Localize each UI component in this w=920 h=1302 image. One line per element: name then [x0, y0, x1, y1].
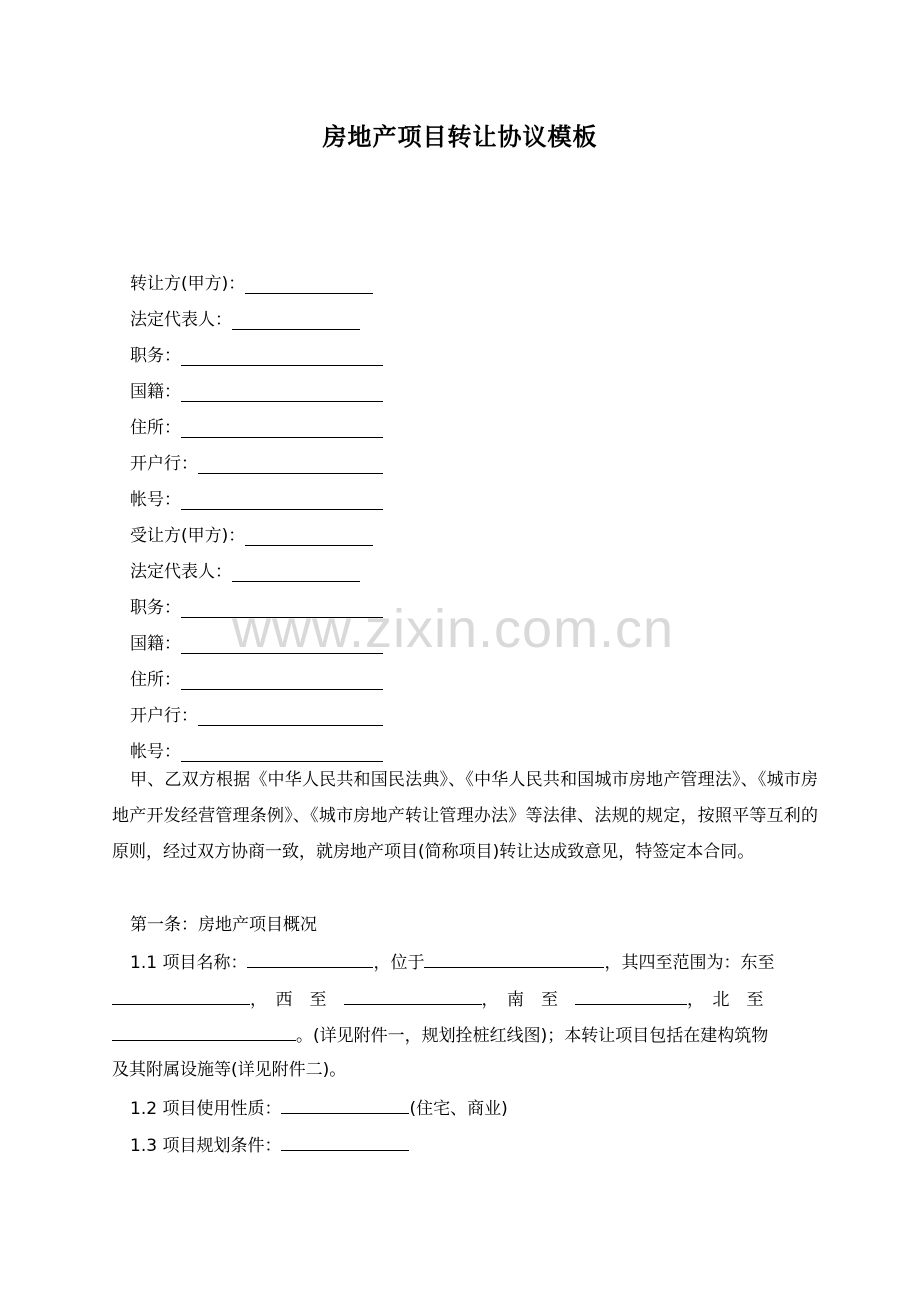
clause-1-2	[130, 1093, 508, 1123]
clause-1-1-line-3	[112, 1020, 768, 1050]
watermark: www.zixin.com.cn	[232, 599, 675, 659]
preamble-paragraph: 甲、乙双方根据《中华人民共和国民法典》、《中华人民共和国城市房地产管理法》、《城市房地产开发经营管理条例》、《城市房地产转让管理办法》等法律、法规的规定，按照平等互利的原则，经过双方协商一致，就房地产项目(简称项目)转让达成致意见，特签定本合同。	[112, 770, 818, 862]
transferor-bank-field	[130, 442, 383, 478]
north-boundary-blank[interactable]	[112, 1020, 296, 1041]
fill-blank[interactable]	[245, 523, 373, 546]
field-label: 住所：	[130, 670, 181, 690]
clause-1-1-line-2	[112, 984, 764, 1014]
transferee-position-field	[130, 586, 383, 622]
clause-1-3	[130, 1130, 409, 1160]
clause-text: ， 北 至	[687, 990, 764, 1010]
transferee-nationality-field	[130, 622, 383, 658]
fill-blank[interactable]	[181, 631, 383, 654]
fill-blank[interactable]	[181, 667, 383, 690]
clause-number: 1.2 项目使用性质：	[130, 1099, 282, 1119]
field-label: 法定代表人：	[130, 310, 232, 330]
fill-blank[interactable]	[181, 595, 383, 618]
transferee-account-field	[130, 730, 383, 766]
transferee-address-field	[130, 658, 383, 694]
transferee-party-field	[130, 514, 383, 550]
clause-text: ，位于	[373, 953, 425, 973]
field-label: 住所：	[130, 418, 181, 438]
transferor-account-field	[130, 478, 383, 514]
field-label: 开户行：	[130, 706, 198, 726]
transferor-rep-field	[130, 298, 383, 334]
clause-text: ， 南 至	[481, 990, 558, 1010]
transferor-position-field	[130, 334, 383, 370]
field-label: 职务：	[130, 598, 181, 618]
transferor-nationality-field	[130, 370, 383, 406]
document-title: 房地产项目转让协议模板	[322, 123, 598, 151]
clause-text: ， 西 至	[250, 990, 327, 1010]
field-label: 转让方(甲方)：	[130, 274, 246, 294]
transferor-party-field	[130, 262, 383, 298]
fill-blank[interactable]	[181, 739, 383, 762]
clause-1-1-line-4: 及其附属设施等(详见附件二)。	[112, 1060, 347, 1080]
transferor-address-field	[130, 406, 383, 442]
clause-number: 1.3 项目规划条件：	[130, 1136, 282, 1156]
field-label: 帐号：	[130, 490, 181, 510]
article-1-heading: 第一条：房地产项目概况	[130, 915, 317, 935]
fill-blank[interactable]	[198, 451, 383, 474]
field-label: 国籍：	[130, 634, 181, 654]
clause-1-1-line-1	[130, 947, 774, 977]
clause-text: (住宅、商业)	[409, 1099, 508, 1119]
clause-number: 1.1 项目名称：	[130, 953, 248, 973]
usage-blank[interactable]	[281, 1093, 409, 1114]
fill-blank[interactable]	[198, 703, 383, 726]
fill-blank[interactable]	[181, 415, 383, 438]
field-label: 国籍：	[130, 382, 181, 402]
fill-blank[interactable]	[232, 559, 360, 582]
fill-blank[interactable]	[181, 487, 383, 510]
project-name-blank[interactable]	[247, 947, 373, 968]
west-boundary-blank[interactable]	[344, 984, 482, 1005]
clause-text: ，其四至范围为：东至	[604, 953, 775, 973]
fill-blank[interactable]	[181, 343, 383, 366]
east-boundary-blank[interactable]	[112, 984, 250, 1005]
south-boundary-blank[interactable]	[575, 984, 687, 1005]
location-blank[interactable]	[424, 947, 604, 968]
field-label: 帐号：	[130, 742, 181, 762]
fill-blank[interactable]	[232, 307, 360, 330]
field-label: 法定代表人：	[130, 562, 232, 582]
transferee-rep-field	[130, 550, 383, 586]
field-label: 开户行：	[130, 454, 198, 474]
field-label: 职务：	[130, 346, 181, 366]
fill-blank[interactable]	[245, 271, 373, 294]
clause-text: 。(详见附件一，规划拴桩红线图)；本转让项目包括在建构筑物	[296, 1026, 769, 1046]
party-fields	[130, 262, 383, 766]
planning-blank[interactable]	[281, 1130, 409, 1151]
field-label: 受让方(甲方)：	[130, 526, 246, 546]
transferee-bank-field	[130, 694, 383, 730]
fill-blank[interactable]	[181, 379, 383, 402]
